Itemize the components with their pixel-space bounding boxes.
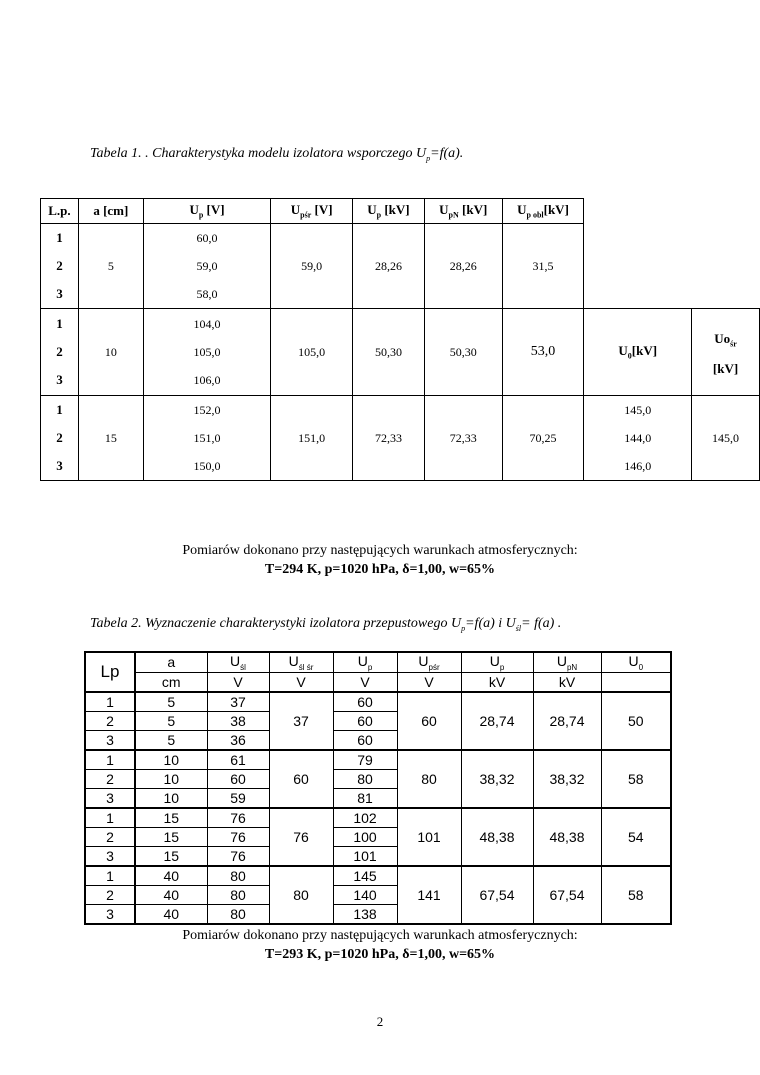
- up-cell: 80: [333, 769, 397, 788]
- u0-cell: 54: [601, 808, 671, 866]
- a-cell: 15: [135, 846, 207, 866]
- lp-cell: 3: [85, 730, 135, 750]
- upobl-cell: 53,0: [502, 309, 584, 396]
- a-cell: 10: [135, 769, 207, 788]
- a-cell: 40: [135, 866, 207, 886]
- upsr-cell: 101: [397, 808, 461, 866]
- up-cell: 145: [333, 866, 397, 886]
- lp-cell: 2: [85, 769, 135, 788]
- usl-cell: 76: [207, 808, 269, 828]
- lp-cell: 2: [85, 827, 135, 846]
- usl-cell: 76: [207, 846, 269, 866]
- unit-upkv: kV: [461, 672, 533, 692]
- table1-caption: Tabela 1. . Charakterystyka modelu izolatora wsporczego $U_p=f(a)$.: [90, 146, 464, 163]
- up-cell: 104,0 105,0 106,0: [143, 309, 271, 396]
- table1-note-line1: Pomiarów dokonano przy następujących warunkach atmosferycznych:: [182, 543, 578, 558]
- header-up-v: $U_p$ [V]: [143, 199, 271, 224]
- upsr-cell: 141: [397, 866, 461, 924]
- a-cell: 10: [135, 788, 207, 808]
- lp-cell: 3: [85, 788, 135, 808]
- up-cell: 79: [333, 750, 397, 770]
- upn-cell: 67,54: [533, 866, 601, 924]
- usl-cell: 59: [207, 788, 269, 808]
- header-u0: $U_0[kV]$: [584, 309, 692, 396]
- header-upsr: $U_{pśr}$ [V]: [271, 199, 353, 224]
- table2-caption: Tabela 2. Wyznaczenie charakterystyki izolatora przepustowego $U_p=f(a)$ i $U_{śl}= f(a)$ .: [90, 616, 562, 633]
- uslsr-cell: 60: [269, 750, 333, 808]
- u0-cell: 145,0 144,0 146,0: [584, 396, 692, 481]
- usl-cell: 80: [207, 904, 269, 924]
- uslsr-cell: 80: [269, 866, 333, 924]
- upsr-cell: 151,0: [271, 396, 353, 481]
- upsr-cell: 59,0: [271, 224, 353, 309]
- header-up: $U_p$: [333, 652, 397, 672]
- a-cell: 15: [135, 827, 207, 846]
- u0-cell: 58: [601, 866, 671, 924]
- up-kv-cell: 72,33: [353, 396, 425, 481]
- lp-cell: 1: [85, 808, 135, 828]
- lp-cell: 2: [85, 885, 135, 904]
- table-row: [85, 692, 671, 712]
- upkv-cell: 67,54: [461, 866, 533, 924]
- table1: [40, 198, 760, 481]
- table1-header-row: [41, 199, 760, 224]
- usl-cell: 37: [207, 692, 269, 712]
- up-cell: 138: [333, 904, 397, 924]
- up-cell: 60: [333, 692, 397, 712]
- u0-cell: 50: [601, 692, 671, 750]
- header-upn: $U_{pN}$: [533, 652, 601, 672]
- up-cell: 60,0 59,0 58,0: [143, 224, 271, 309]
- a-cell: 15: [135, 808, 207, 828]
- a-cell: 40: [135, 904, 207, 924]
- lp-cell: 1 2 3: [41, 396, 79, 481]
- upkv-cell: 38,32: [461, 750, 533, 808]
- lp-cell: 1: [85, 692, 135, 712]
- table-row: [85, 750, 671, 770]
- u0sr-cell: 145,0: [692, 396, 760, 481]
- upsr-cell: 80: [397, 750, 461, 808]
- table-row: [85, 866, 671, 886]
- upn-cell: 48,38: [533, 808, 601, 866]
- unit-a: cm: [135, 672, 207, 692]
- header-lp: Lp: [85, 652, 135, 692]
- a-cell: 5: [135, 730, 207, 750]
- header-usl: $U_{śl}$: [207, 652, 269, 672]
- upobl-cell: 31,5: [502, 224, 584, 309]
- table2-note-line2: T=293 K, p=1020 hPa, δ=1,00, w=65%: [264, 947, 496, 962]
- unit-upn: kV: [533, 672, 601, 692]
- up-cell: 60: [333, 711, 397, 730]
- table-row: [85, 808, 671, 828]
- upsr-cell: 60: [397, 692, 461, 750]
- header-upsr: $U_{pśr}$: [397, 652, 461, 672]
- uslsr-cell: 37: [269, 692, 333, 750]
- table-row: [41, 396, 760, 481]
- header-u0: $U_0$: [601, 652, 671, 672]
- up-cell: 102: [333, 808, 397, 828]
- usl-cell: 60: [207, 769, 269, 788]
- table2-note-line1: Pomiarów dokonano przy następujących warunkach atmosferycznych:: [182, 928, 578, 943]
- header-up-kv: $U_p$ [kV]: [353, 199, 425, 224]
- up-cell: 60: [333, 730, 397, 750]
- page-number: 2: [376, 1014, 384, 1029]
- header-upkv: $U_p$: [461, 652, 533, 672]
- lp-cell: 2: [85, 711, 135, 730]
- header-upobl: $U_{p obl}[kV]$: [502, 199, 584, 224]
- table2-units-row: [85, 672, 671, 692]
- unit-up: V: [333, 672, 397, 692]
- upkv-cell: 48,38: [461, 808, 533, 866]
- a-cell: 5: [78, 224, 143, 309]
- header-u0sr: $Uo_{śr}$ [kV]: [692, 309, 760, 396]
- a-cell: 40: [135, 885, 207, 904]
- lp-cell: 1 2 3: [41, 224, 79, 309]
- table2: [84, 651, 672, 925]
- up-cell: 81: [333, 788, 397, 808]
- a-cell: 5: [135, 711, 207, 730]
- table-row: [41, 224, 760, 309]
- unit-usl: V: [207, 672, 269, 692]
- up-kv-cell: 28,26: [353, 224, 425, 309]
- usl-cell: 61: [207, 750, 269, 770]
- header-a: a [cm]: [78, 199, 143, 224]
- upn-cell: 28,74: [533, 692, 601, 750]
- usl-cell: 80: [207, 885, 269, 904]
- u0-cell: 58: [601, 750, 671, 808]
- table-row: [41, 309, 760, 396]
- table2-header-row: [85, 652, 671, 672]
- lp-cell: 1 2 3: [41, 309, 79, 396]
- up-kv-cell: 50,30: [353, 309, 425, 396]
- lp-cell: 1: [85, 866, 135, 886]
- upkv-cell: 28,74: [461, 692, 533, 750]
- uslsr-cell: 76: [269, 808, 333, 866]
- header-lp: L.p.: [41, 199, 79, 224]
- upn-cell: 38,32: [533, 750, 601, 808]
- a-cell: 15: [78, 396, 143, 481]
- upobl-cell: 70,25: [502, 396, 584, 481]
- usl-cell: 80: [207, 866, 269, 886]
- up-cell: 101: [333, 846, 397, 866]
- lp-cell: 1: [85, 750, 135, 770]
- lp-cell: 3: [85, 904, 135, 924]
- header-uslsr: $U_{śl śr}$: [269, 652, 333, 672]
- up-cell: 100: [333, 827, 397, 846]
- a-cell: 10: [78, 309, 143, 396]
- upsr-cell: 105,0: [271, 309, 353, 396]
- upn-cell: 50,30: [424, 309, 502, 396]
- header-upn: $U_{pN}$ [kV]: [424, 199, 502, 224]
- usl-cell: 38: [207, 711, 269, 730]
- upn-cell: 28,26: [424, 224, 502, 309]
- unit-uslsr: V: [269, 672, 333, 692]
- a-cell: 5: [135, 692, 207, 712]
- lp-cell: 3: [85, 846, 135, 866]
- usl-cell: 36: [207, 730, 269, 750]
- up-cell: 140: [333, 885, 397, 904]
- upn-cell: 72,33: [424, 396, 502, 481]
- table1-note-line2: T=294 K, p=1020 hPa, δ=1,00, w=65%: [264, 562, 496, 577]
- header-a: a: [135, 652, 207, 672]
- unit-u0: [601, 672, 671, 692]
- a-cell: 10: [135, 750, 207, 770]
- up-cell: 152,0 151,0 150,0: [143, 396, 271, 481]
- unit-upsr: V: [397, 672, 461, 692]
- usl-cell: 76: [207, 827, 269, 846]
